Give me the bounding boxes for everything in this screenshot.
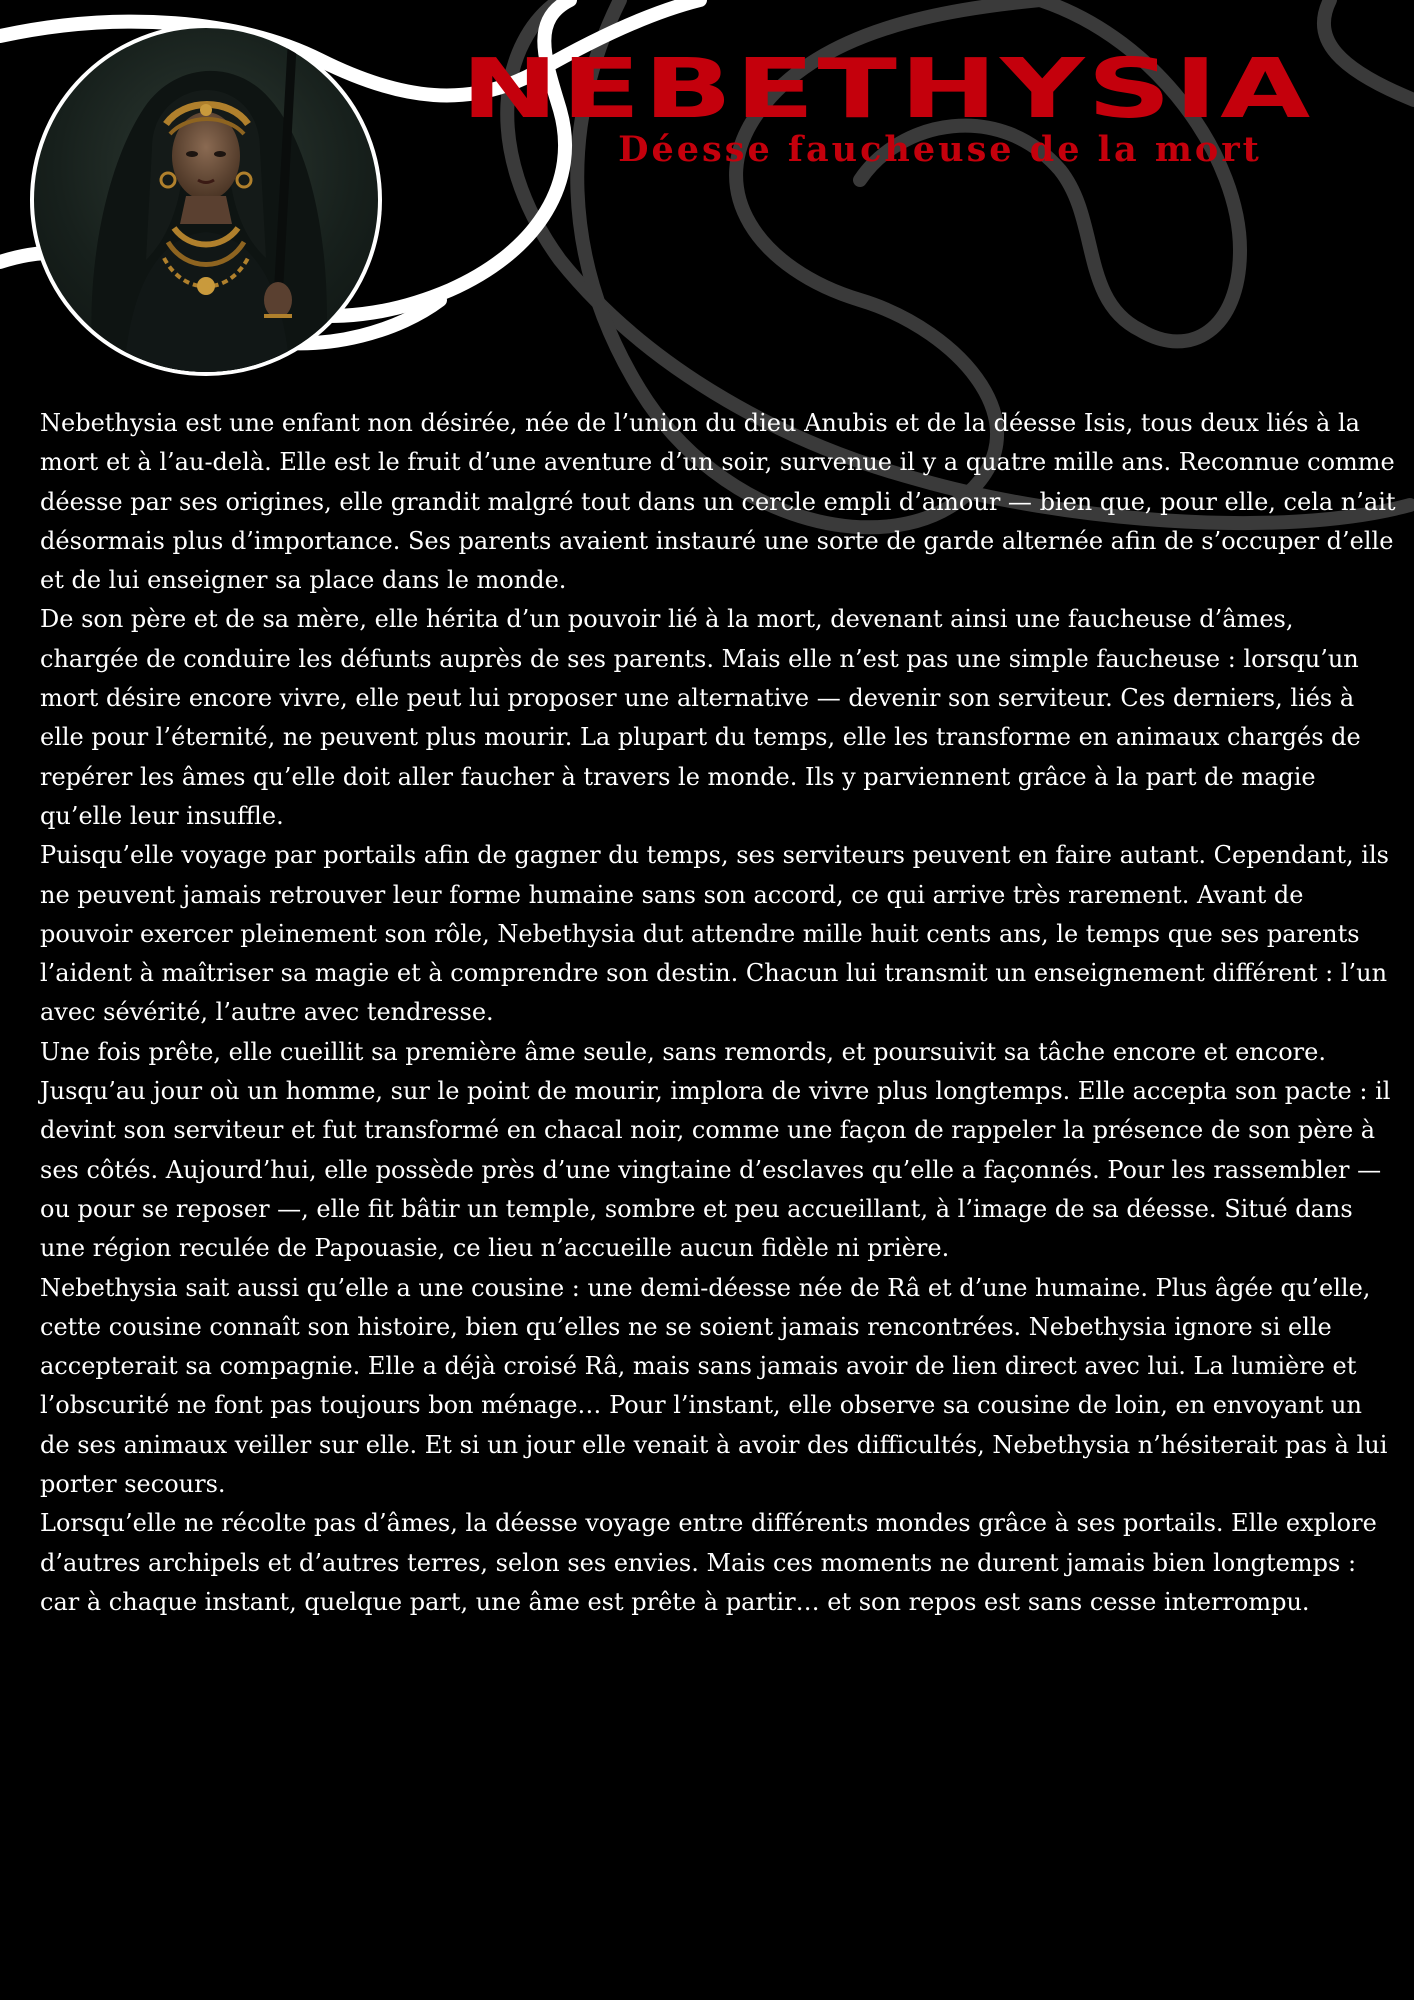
paragraph: Nebethysia est une enfant non désirée, née de l’union du dieu Anubis et de la déesse Isis, tous deux liés à la mort et à l’au-delà. Elle est le fruit d’une aventure d’un soir, survenue il y a quatre mille ans. Reconnue comme déesse par ses origines, elle grandit malgré tout dans un cercle empli d’amour — bien que, pour elle, cela n’ait désormais plus d’importance. Ses parents avaient instauré une sorte de garde alternée afin de s’occuper d’elle et de lui enseigner sa place dans le monde. — [40, 409, 1396, 595]
page-title: NEBETHYSIA — [460, 42, 1314, 137]
page-subtitle: Déesse faucheuse de la mort — [618, 129, 1262, 170]
paragraph: Puisqu’elle voyage par portails afin de gagner du temps, ses serviteurs peuvent en faire autant. Cependant, ils ne peuvent jamais retrouver leur forme humaine sans son accord, ce qui arrive très rarement. Avant de pouvoir exercer pleinement son rôle, Nebethysia dut attendre mille huit cents ans, le temps que ses parents l’aident à maîtriser sa magie et à comprendre son destin. Chacun lui transmit un enseignement différent : l’un avec sévérité, l’autre avec tendresse. — [40, 841, 1389, 1027]
paragraph: Lorsqu’elle ne récolte pas d’âmes, la déesse voyage entre différents mondes grâce à ses portails. Elle explore d’autres archipels et d’autres terres, selon ses envies. Mais ces moments ne durent jamais bien longtemps : car à chaque instant, quelque part, une âme est prête à partir… et son repos est sans cesse interrompu. — [40, 1509, 1377, 1616]
paragraph: Nebethysia sait aussi qu’elle a une cousine : une demi-déesse née de Râ et d’une humaine. Plus âgée qu’elle, cette cousine connaît son histoire, bien qu’elles ne se soient jamais rencontrées. Nebethysia ignore si elle accepterait sa compagnie. Elle a déjà croisé Râ, mais sans jamais avoir de lien direct avec lui. La lumière et l’obscurité ne font pas toujours bon ménage… Pour l’instant, elle observe sa cousine de loin, en envoyant un de ses animaux veiller sur elle. Et si un jour elle venait à avoir des difficultés, Nebethysia n’hésiterait pas à lui porter secours. — [40, 1273, 1388, 1499]
paragraph: De son père et de sa mère, elle hérita d’un pouvoir lié à la mort, devenant ainsi une faucheuse d’âmes, chargée de conduire les défunts auprès de ses parents. Mais elle n’est pas une simple faucheuse : lorsqu’un mort désire encore vivre, elle peut lui proposer une alternative — devenir son serviteur. Ces derniers, liés à elle pour l’éternité, ne peuvent plus mourir. La plupart du temps, elle les transforme en animaux chargés de repérer les âmes qu’elle doit aller faucher à travers le monde. Ils y parviennent grâce à la part de magie qu’elle leur insuffle. — [40, 605, 1361, 830]
paragraph: Une fois prête, elle cueillit sa première âme seule, sans remords, et poursuivit sa tâche encore et encore. Jusqu’au jour où un homme, sur le point de mourir, implora de vivre plus longtemps. Elle accepta son pacte : il devint son serviteur et fut transformé en chacal noir, comme une façon de rappeler la présence de son père à ses côtés. Aujourd’hui, elle possède près d’une vingtaine d’esclaves qu’elle a façonnés. Pour les rassembler — ou pour se reposer —, elle fit bâtir un temple, sombre et peu accueillant, à l’image de sa déesse. Situé dans une région reculée de Papouasie, ce lieu n’accueille aucun fidèle ni prière. — [40, 1037, 1391, 1263]
body-text — [40, 404, 1396, 1622]
